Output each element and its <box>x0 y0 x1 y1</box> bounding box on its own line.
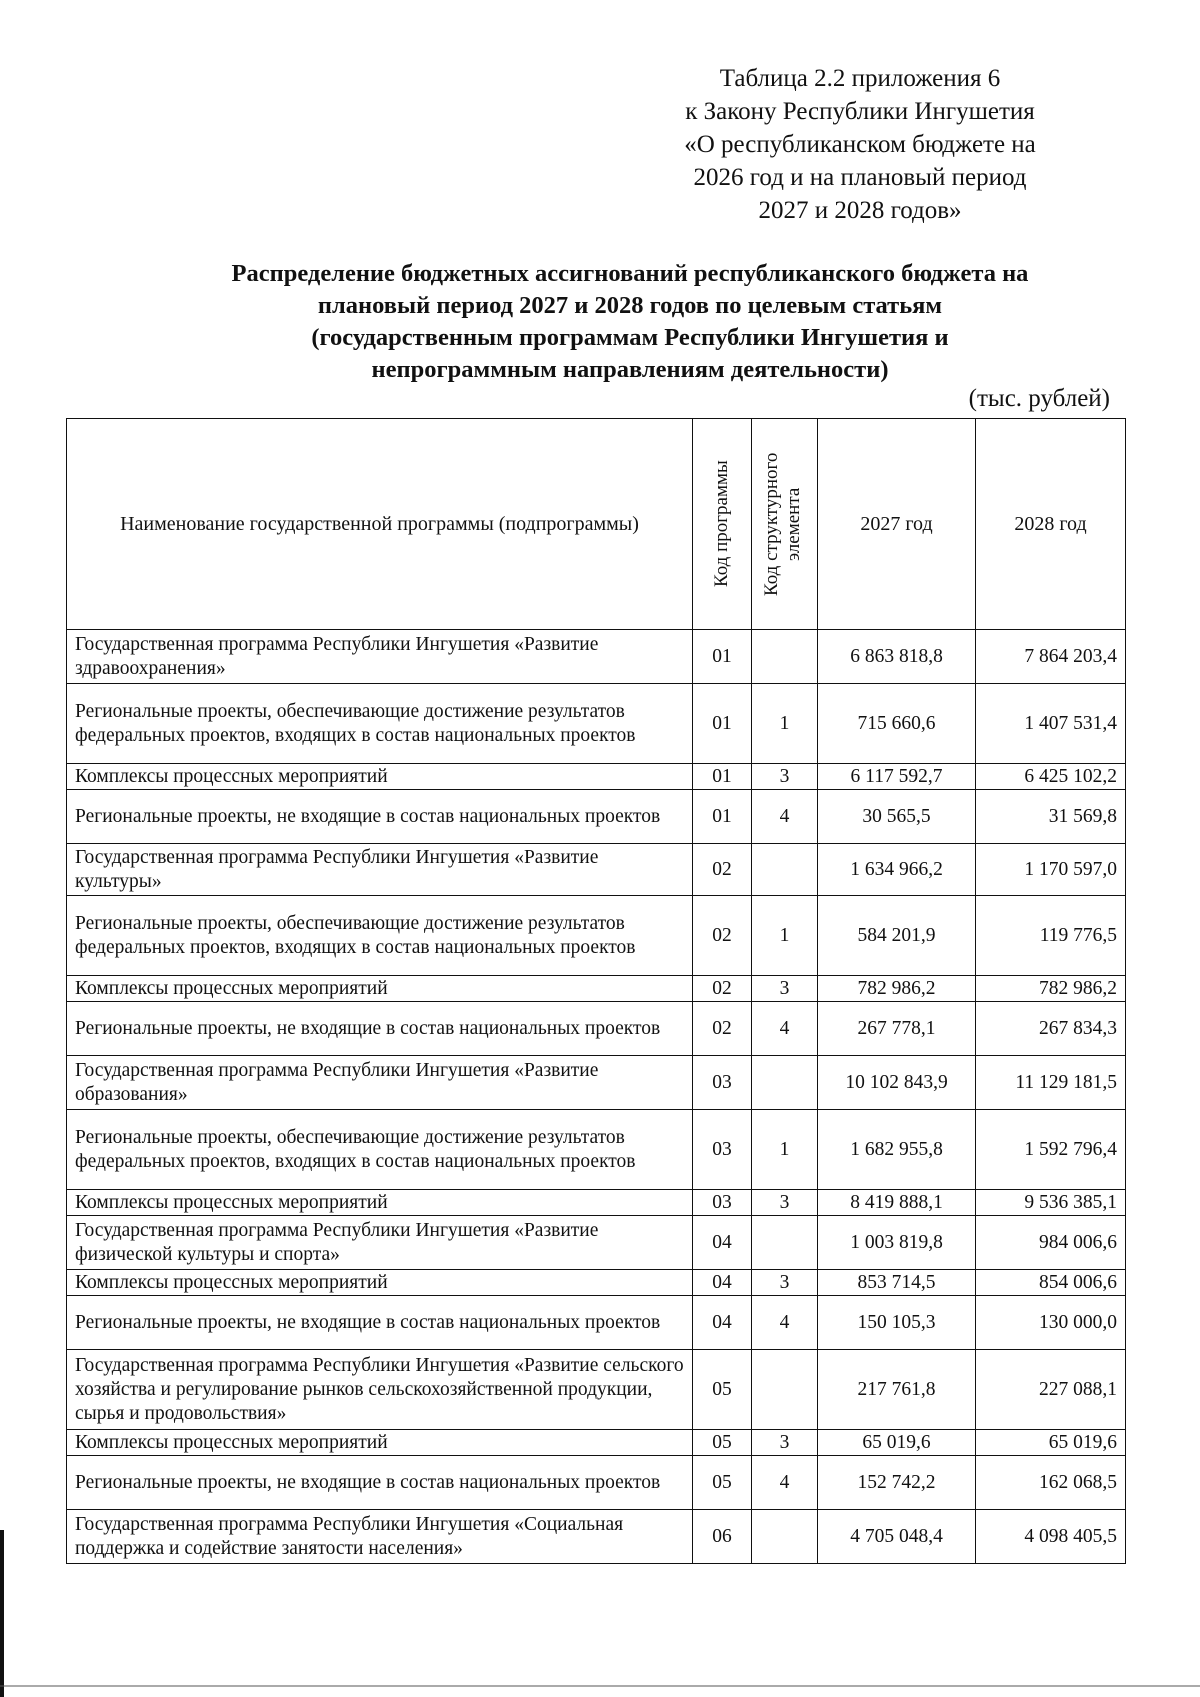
row-value-2028: 854 006,6 <box>976 1270 1126 1296</box>
row-value-2027: 4 705 048,4 <box>818 1510 976 1564</box>
row-value-2028: 267 834,3 <box>976 1002 1126 1056</box>
row-program-code: 04 <box>693 1270 752 1296</box>
row-value-2027: 584 201,9 <box>818 896 976 976</box>
row-value-2028: 1 592 796,4 <box>976 1110 1126 1190</box>
row-value-2028: 1 170 597,0 <box>976 844 1126 896</box>
row-program-code: 03 <box>693 1110 752 1190</box>
row-name: Региональные проекты, обеспечивающие достижение результатов федеральных проектов, входящих в состав национальных проектов <box>67 684 693 764</box>
row-value-2028: 130 000,0 <box>976 1296 1126 1350</box>
row-element-code <box>752 1510 818 1564</box>
attachment-line: к Закону Республики Ингушетия <box>685 98 1035 125</box>
row-name: Региональные проекты, не входящие в состав национальных проектов <box>67 1002 693 1056</box>
attachment-line: «О республиканском бюджете на <box>684 131 1036 158</box>
row-name: Государственная программа Республики Ингушетия «Развитие культуры» <box>67 844 693 896</box>
row-value-2028: 6 425 102,2 <box>976 764 1126 790</box>
row-name: Региональные проекты, обеспечивающие достижение результатов федеральных проектов, входящих в состав национальных проектов <box>67 896 693 976</box>
row-name: Комплексы процессных мероприятий <box>67 764 693 790</box>
table-row <box>67 896 1126 976</box>
scan-margin-line <box>0 1530 4 1697</box>
row-program-code: 05 <box>693 1430 752 1456</box>
row-name: Региональные проекты, не входящие в состав национальных проектов <box>67 790 693 844</box>
row-value-2027: 65 019,6 <box>818 1430 976 1456</box>
row-element-code <box>752 630 818 684</box>
row-value-2028: 31 569,8 <box>976 790 1126 844</box>
row-value-2027: 715 660,6 <box>818 684 976 764</box>
row-value-2027: 6 117 592,7 <box>818 764 976 790</box>
title-line: Распределение бюджетных ассигнований республиканского бюджета на <box>231 260 1029 287</box>
table-row <box>67 1270 1126 1296</box>
attachment-reference <box>660 62 1060 227</box>
header-program-code-text: Код программы <box>711 460 732 588</box>
title-line: (государственным программам Республики Ингушетия и <box>311 324 949 351</box>
row-element-code: 4 <box>752 790 818 844</box>
row-element-code <box>752 1056 818 1110</box>
row-program-code: 06 <box>693 1510 752 1564</box>
row-element-code: 3 <box>752 976 818 1002</box>
row-element-code: 3 <box>752 1270 818 1296</box>
budget-table <box>66 418 1126 1564</box>
table-row <box>67 1350 1126 1430</box>
row-value-2028: 227 088,1 <box>976 1350 1126 1430</box>
row-value-2028: 1 407 531,4 <box>976 684 1126 764</box>
row-element-code: 1 <box>752 684 818 764</box>
table-header-row <box>67 419 1126 630</box>
attachment-line: 2027 и 2028 годов» <box>758 197 962 224</box>
row-value-2027: 150 105,3 <box>818 1296 976 1350</box>
title-line: плановый период 2027 и 2028 годов по целевым статьям <box>317 292 943 319</box>
row-value-2027: 8 419 888,1 <box>818 1190 976 1216</box>
row-element-code <box>752 844 818 896</box>
table-row <box>67 844 1126 896</box>
row-name: Государственная программа Республики Ингушетия «Развитие сельского хозяйства и регулирование рынков сельскохозяйственной продукции, сырья и продовольствия» <box>67 1350 693 1430</box>
row-value-2027: 10 102 843,9 <box>818 1056 976 1110</box>
attachment-line: 2026 год и на плановый период <box>693 164 1027 191</box>
row-name: Региональные проекты, обеспечивающие достижение результатов федеральных проектов, входящих в состав национальных проектов <box>67 1110 693 1190</box>
row-name: Государственная программа Республики Ингушетия «Развитие образования» <box>67 1056 693 1110</box>
row-value-2027: 267 778,1 <box>818 1002 976 1056</box>
row-element-code: 3 <box>752 1190 818 1216</box>
row-name: Комплексы процессных мероприятий <box>67 976 693 1002</box>
table-row <box>67 684 1126 764</box>
table-row <box>67 1110 1126 1190</box>
row-program-code: 04 <box>693 1296 752 1350</box>
row-element-code <box>752 1216 818 1270</box>
header-element-code <box>752 419 818 630</box>
row-element-code: 1 <box>752 1110 818 1190</box>
header-2028: 2028 год <box>976 419 1126 630</box>
row-program-code: 01 <box>693 630 752 684</box>
row-element-code: 4 <box>752 1296 818 1350</box>
units-label: (тыс. рублей) <box>968 385 1110 412</box>
row-program-code: 03 <box>693 1190 752 1216</box>
row-program-code: 05 <box>693 1456 752 1510</box>
row-value-2028: 65 019,6 <box>976 1430 1126 1456</box>
table-row <box>67 630 1126 684</box>
scan-bottom-line <box>0 1685 1200 1687</box>
row-element-code: 1 <box>752 896 818 976</box>
row-program-code: 01 <box>693 684 752 764</box>
row-value-2027: 782 986,2 <box>818 976 976 1002</box>
table-row <box>67 1002 1126 1056</box>
row-program-code: 05 <box>693 1350 752 1430</box>
row-element-code: 4 <box>752 1456 818 1510</box>
row-name: Комплексы процессных мероприятий <box>67 1190 693 1216</box>
row-value-2027: 1 003 819,8 <box>818 1216 976 1270</box>
row-program-code: 02 <box>693 1002 752 1056</box>
header-2027: 2027 год <box>818 419 976 630</box>
row-program-code: 04 <box>693 1216 752 1270</box>
row-value-2028: 9 536 385,1 <box>976 1190 1126 1216</box>
table-row <box>67 790 1126 844</box>
row-value-2028: 11 129 181,5 <box>976 1056 1126 1110</box>
row-program-code: 02 <box>693 896 752 976</box>
table-row <box>67 976 1126 1002</box>
row-program-code: 02 <box>693 976 752 1002</box>
document-title <box>120 258 1140 386</box>
table-row <box>67 1216 1126 1270</box>
row-value-2027: 6 863 818,8 <box>818 630 976 684</box>
table-row <box>67 1056 1126 1110</box>
row-program-code: 03 <box>693 1056 752 1110</box>
row-value-2028: 4 098 405,5 <box>976 1510 1126 1564</box>
row-value-2028: 119 776,5 <box>976 896 1126 976</box>
row-name: Региональные проекты, не входящие в состав национальных проектов <box>67 1456 693 1510</box>
row-name: Комплексы процессных мероприятий <box>67 1430 693 1456</box>
table-row <box>67 1430 1126 1456</box>
row-value-2027: 853 714,5 <box>818 1270 976 1296</box>
row-program-code: 01 <box>693 790 752 844</box>
row-value-2028: 7 864 203,4 <box>976 630 1126 684</box>
row-value-2028: 162 068,5 <box>976 1456 1126 1510</box>
row-name: Региональные проекты, не входящие в состав национальных проектов <box>67 1296 693 1350</box>
row-value-2027: 217 761,8 <box>818 1350 976 1430</box>
attachment-line: Таблица 2.2 приложения 6 <box>719 65 1001 92</box>
row-program-code: 01 <box>693 764 752 790</box>
title-line: непрограммным направлениям деятельности) <box>371 356 889 383</box>
header-program-code <box>693 419 752 630</box>
row-program-code: 02 <box>693 844 752 896</box>
row-value-2028: 984 006,6 <box>976 1216 1126 1270</box>
row-element-code: 3 <box>752 764 818 790</box>
row-element-code <box>752 1350 818 1430</box>
row-value-2027: 30 565,5 <box>818 790 976 844</box>
table-row <box>67 1510 1126 1564</box>
table-row <box>67 1456 1126 1510</box>
row-name: Государственная программа Республики Ингушетия «Развитие физической культуры и спорта» <box>67 1216 693 1270</box>
row-value-2027: 152 742,2 <box>818 1456 976 1510</box>
header-name: Наименование государственной программы (подпрограммы) <box>67 419 693 630</box>
row-name: Государственная программа Республики Ингушетия «Социальная поддержка и содействие занятости населения» <box>67 1510 693 1564</box>
row-value-2028: 782 986,2 <box>976 976 1126 1002</box>
row-element-code: 3 <box>752 1430 818 1456</box>
table-row <box>67 764 1126 790</box>
row-element-code: 4 <box>752 1002 818 1056</box>
row-name: Государственная программа Республики Ингушетия «Развитие здравоохранения» <box>67 630 693 684</box>
row-value-2027: 1 634 966,2 <box>818 844 976 896</box>
table-row <box>67 1190 1126 1216</box>
row-value-2027: 1 682 955,8 <box>818 1110 976 1190</box>
table-row <box>67 1296 1126 1350</box>
header-element-code-text: Код структурного элемента <box>760 452 804 596</box>
row-name: Комплексы процессных мероприятий <box>67 1270 693 1296</box>
